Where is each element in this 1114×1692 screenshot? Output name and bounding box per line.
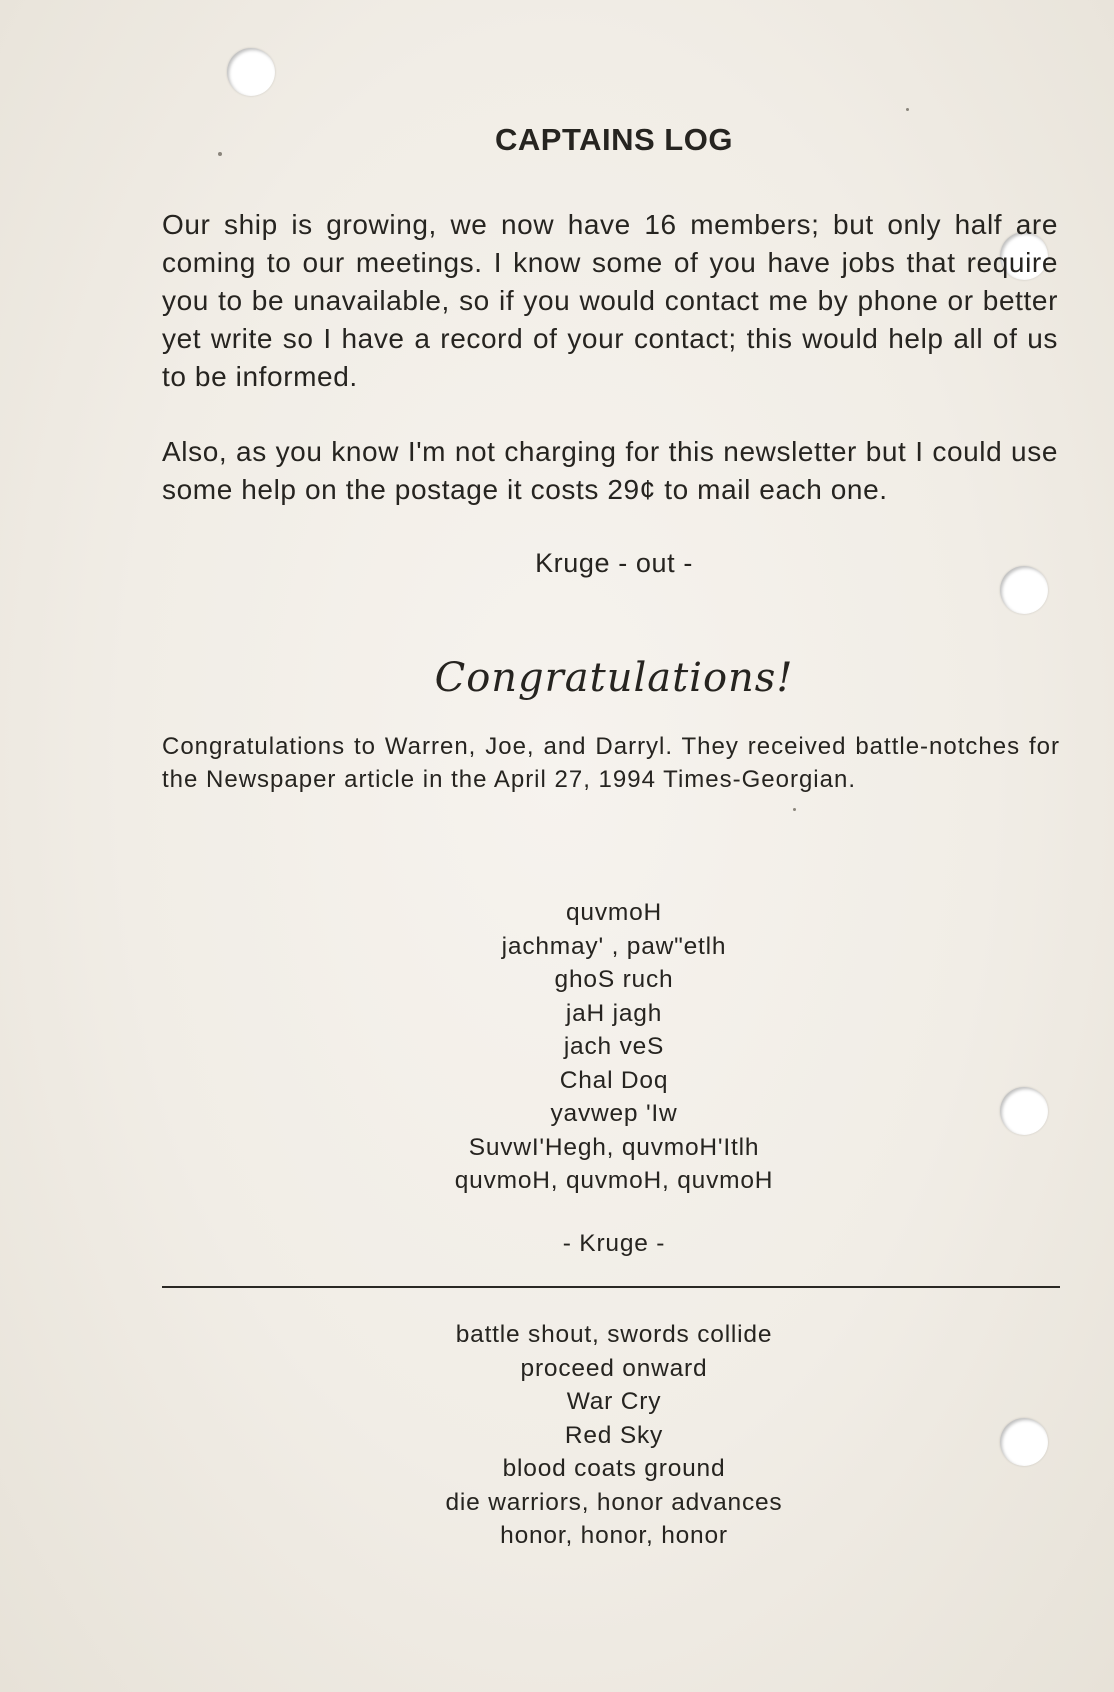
postage-paragraph: Also, as you know I'm not charging for this newsletter but I could use some help on the postage it costs 29¢ to mail each one. xyxy=(162,436,1058,505)
klingon-poem xyxy=(0,896,1114,1198)
poem-line: honor, honor, honor xyxy=(500,1522,728,1549)
poem-line: War Cry xyxy=(566,1388,662,1415)
paper-speck xyxy=(793,808,796,811)
captains-log-paragraph: Our ship is growing, we now have 16 members; but only half are coming to our meetings. I know some of you have jobs that require you to be unavailable, so if you would contact me by phone or better yet write so I have a record of your contact; this would help all of us to be informed. xyxy=(162,209,1058,392)
poem-line: quvmoH, quvmoH, quvmoH xyxy=(454,1167,774,1194)
poem-line: die warriors, honor advances xyxy=(445,1488,783,1516)
poem-line: jach veS xyxy=(563,1033,665,1060)
poem-line: proceed onward xyxy=(520,1354,708,1382)
english-poem xyxy=(0,1318,1114,1553)
poem-line: yavwep 'Iw xyxy=(550,1100,678,1127)
poem-line: SuvwI'Hegh, quvmoH'Itlh xyxy=(468,1133,760,1161)
binder-hole xyxy=(227,48,275,96)
poem-line: jaH jagh xyxy=(565,999,663,1027)
poem-line: quvmoH xyxy=(565,899,663,926)
poem-line: jachmay' , paw"etlh xyxy=(501,932,727,960)
page-title: CAPTAINS LOG xyxy=(495,122,733,157)
poem-signature: - Kruge - xyxy=(562,1230,666,1257)
divider xyxy=(162,1286,1060,1288)
poem-line: blood coats ground xyxy=(502,1455,726,1482)
congratulations-heading: Congratulations! xyxy=(434,655,794,701)
poem-line: ghoS ruch xyxy=(554,966,674,993)
paper-speck xyxy=(906,108,909,111)
congratulations-text: Congratulations to Warren, Joe, and Darryl. They received battle-notches for the Newspaper article in the April 27, 1994 Times-Georgian. xyxy=(162,733,1060,793)
poem-line: battle shout, swords collide xyxy=(455,1321,773,1348)
signoff: Kruge - out - xyxy=(535,548,693,578)
poem-line: Red Sky xyxy=(564,1421,664,1449)
poem-line: Chal Doq xyxy=(559,1066,669,1094)
